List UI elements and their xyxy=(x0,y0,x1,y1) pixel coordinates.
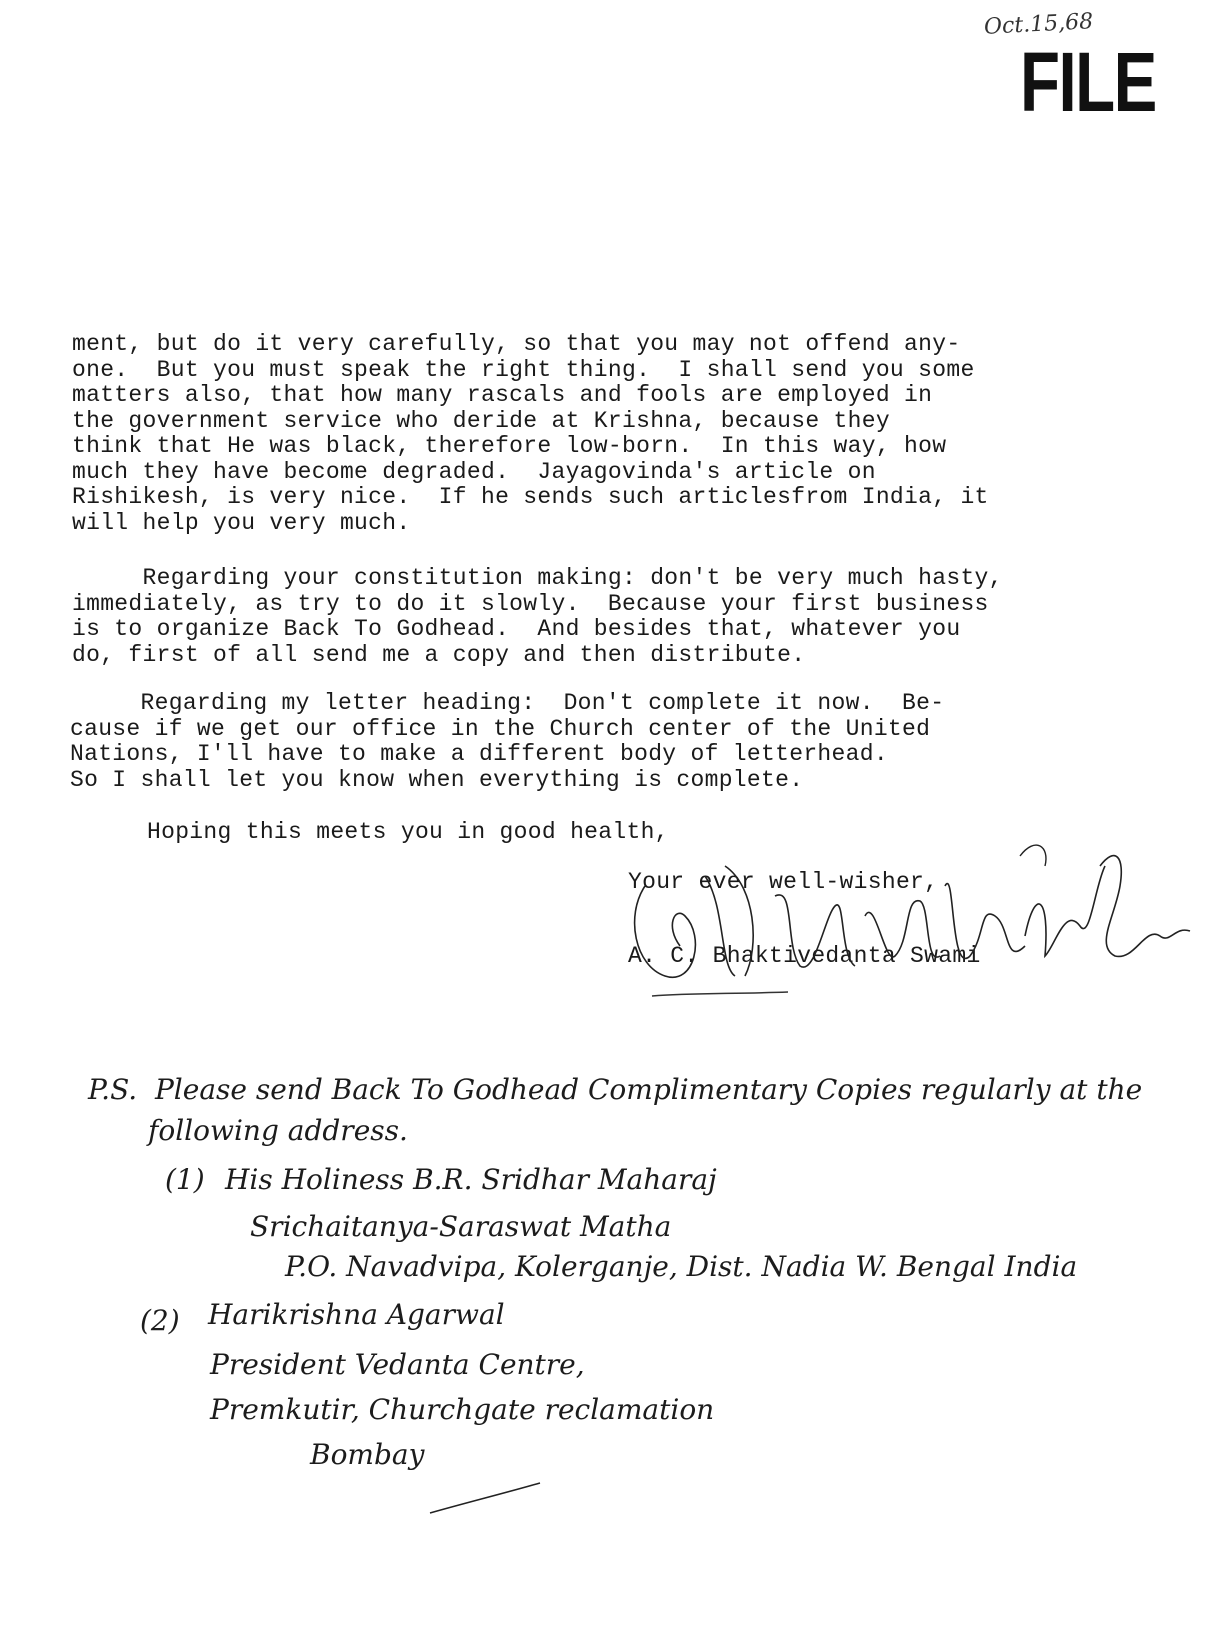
signature-underline xyxy=(650,990,790,1000)
ps-line-2: following address. xyxy=(148,1114,408,1147)
ps-flourish-line xyxy=(425,1478,545,1518)
file-stamp: FILE xyxy=(1020,35,1156,129)
letter-valediction: Your ever well-wisher, xyxy=(628,869,939,895)
address-1-line-3: P.O. Navadvipa, Kolerganje, Dist. Nadia W. Bengal India xyxy=(285,1250,1078,1283)
handwritten-signature xyxy=(625,826,1205,996)
address-1-number: (1) xyxy=(165,1163,205,1196)
file-date-stamp: Oct.15,68 xyxy=(983,9,1094,40)
address-2-line-2: President Vedanta Centre, xyxy=(210,1348,585,1381)
letter-paragraph-3: Regarding my letter heading: Don't complete it now. Be- cause if we get our office in the Church center of the United Nations, I'll have to make a different body of letterhead. So I shall let you know when everything is complete. xyxy=(70,690,945,793)
address-2-line-3: Premkutir, Churchgate reclamation xyxy=(210,1393,715,1426)
ps-line-1: P.S. Please send Back To Godhead Complimentary Copies regularly at the xyxy=(88,1073,1143,1106)
address-1-line-2: Srichaitanya-Saraswat Matha xyxy=(250,1210,672,1243)
address-2-line-4: Bombay xyxy=(310,1438,425,1471)
letter-paragraph-2: Regarding your constitution making: don't be very much hasty, immediately, as try to do it slowly. Because your first business is to organize Back To Godhead. And besides that, whatever you do, first of all send me a copy and then distribute. xyxy=(72,565,1003,668)
letter-paragraph-1: ment, but do it very carefully, so that you may not offend any- one. But you must speak the right thing. I shall send you some matters also, that how many rascals and fools are employed in the government service who deride at Krishna, because they think that He was black, therefore low-born. In this way, how much they have become degraded. Jayagovinda's article on Rishikesh, is very nice. If he sends such articlesfrom India, it will help you very much. xyxy=(72,331,989,536)
address-2-line-1: Harikrishna Agarwal xyxy=(208,1298,505,1331)
address-1-line-1: His Holiness B.R. Sridhar Maharaj xyxy=(225,1163,717,1196)
sender-name: A. C. Bhaktivedanta Swami xyxy=(628,943,981,969)
letter-closing: Hoping this meets you in good health, xyxy=(147,819,669,845)
address-2-number: (2) xyxy=(140,1304,180,1337)
